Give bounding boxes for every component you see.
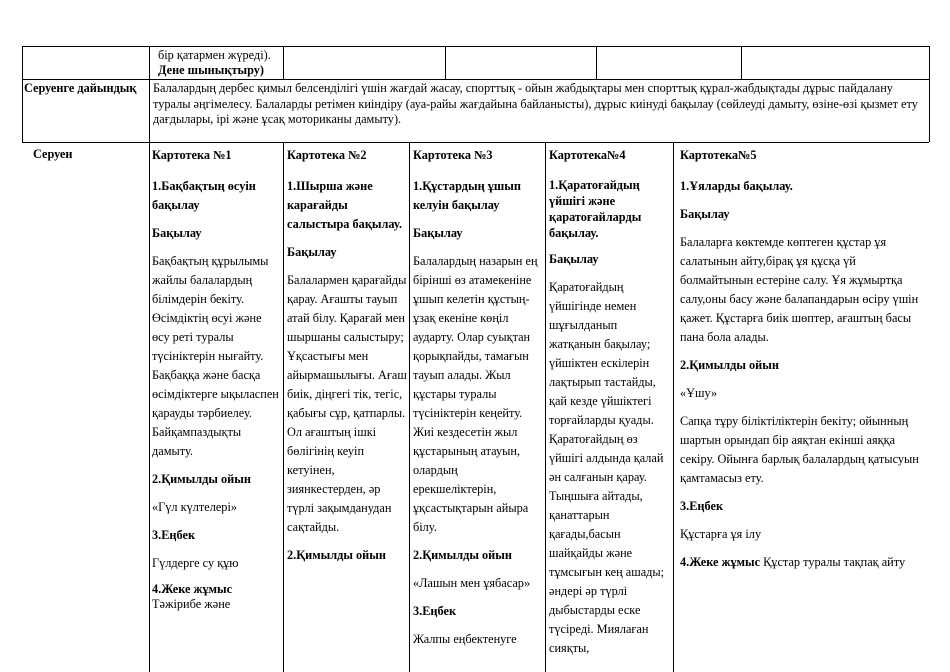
- table-rule-prep-top: [22, 79, 929, 80]
- card-3-obs-label: Бақылау: [413, 226, 463, 240]
- card-1-game-text: «Гүл күлтелері»: [152, 500, 238, 514]
- table-rule-walk-top: [22, 142, 929, 143]
- card-4-title: Картотека№4: [549, 148, 626, 162]
- card-1-obs-title: 1.Бақбақтың өсуін бақылау: [152, 179, 256, 212]
- card-1-work-text: Гүлдерге су құю: [152, 556, 239, 570]
- card-1-work-title: 3.Еңбек: [152, 528, 196, 542]
- card-1-obs-label: Бақылау: [152, 226, 202, 240]
- card-2-title: Картотека №2: [287, 148, 367, 162]
- card-5-ind: [680, 553, 927, 572]
- card-4: [549, 146, 672, 667]
- card-1-title: Картотека №1: [152, 148, 232, 162]
- card-5-game-text: «Ұшу»: [680, 386, 718, 400]
- prep-text: Балалардың дербес қимыл белсенділігі үшін жағдай жасау, спорттық - ойын жабдықтары мен спорттық құрал-жабдықтады дұрыс пайдалану туралы әңгімелесу. Балаларды ретімен киіндіру (ауа-райы жағдайына байланысты), дұрыс киінуді бақылау (сөйлеуді дамыту, өзіне-өзі қызмет ету дағдылары, ірі және ұсақ моториканы дамыту).: [153, 81, 918, 126]
- card-5: [680, 146, 927, 581]
- card-1: [152, 146, 281, 612]
- table-rule-walk-c2: [283, 142, 284, 672]
- card-5-game-title: 2.Қимылды ойын: [680, 358, 779, 372]
- card-1-ind-title: 4.Жеке жұмыс: [152, 582, 233, 596]
- table-rule-top-c2: [283, 46, 284, 79]
- card-1-obs-text: Бақбақтың құрылымы жайлы балалардың білімдерін бекіту. Өсімдіктің өсуі және өсу реті туралы түсініктерін нығайту. Бақбаққа және басқа өсімдіктерге ықыласпен қарауды тәрбиелеу. Байқампаздықты дамыту.: [152, 254, 279, 458]
- table-rule-left-upper: [22, 46, 23, 142]
- prep-label: Серуенге дайындық: [24, 81, 137, 95]
- card-3-obs-title: 1.Құстардың ұшып келуін бақылау: [413, 179, 521, 212]
- table-rule-top-c4: [596, 46, 597, 79]
- table-rule-label-col: [149, 46, 150, 672]
- table-rule-walk-c3: [409, 142, 410, 672]
- table-rule-walk-c5: [673, 142, 674, 672]
- card-3-obs-text: Балалардың назарын ең біріншi өз атамекеніне ұшып келетін құстың- ұзақ екеніне көңіл аударту. Олар суықтан қорықпайды, тамағын тауып алады. Жыл құстары туралы түсініктерін кеңейту. Жиі кездесетін жыл құстарының атауын, олардың ерекшеліктерін, ұқсастықтарын айыра білу.: [413, 254, 538, 534]
- card-1-game-title: 2.Қимылды ойын: [152, 472, 251, 486]
- card-5-work-title: 3.Еңбек: [680, 499, 724, 513]
- card-5-work-text: Құстарға ұя ілу: [680, 527, 762, 541]
- table-rule-top: [22, 46, 929, 47]
- card-5-obs-text: Балаларға көктемде көптеген құстар ұя салатынын айту,бірақ ұя құсқа үй болмайтынын естеріне салу. Ұя жұмыртқа салу,оны басу және балапандарын өсіру үшін қажет. Құстарға биік шөптер, ағаштың басы пана бола алады.: [680, 235, 919, 344]
- walk-label: Серуен: [33, 147, 73, 161]
- top-row-text: [158, 48, 282, 78]
- top-row-line-2: Дене шынықтыру): [158, 63, 265, 77]
- card-5-obs-label: Бақылау: [680, 207, 730, 221]
- card-3-game-text: «Лашын мен ұябасар»: [413, 576, 531, 590]
- card-2-obs-title: 1.Шырша және карағайды салыстыра бақылау.: [287, 179, 402, 231]
- table-rule-walk-c4: [545, 142, 546, 672]
- card-1-ind-text: Тәжірибе және: [152, 597, 231, 611]
- card-2-game-title: 2.Қимылды ойын: [287, 548, 386, 562]
- card-4-obs-title: 1.Қаратоғайдың үйшігі және қаратоғайларды бақылау.: [549, 178, 642, 240]
- card-3: [413, 146, 544, 658]
- table-rule-right-upper: [929, 46, 930, 142]
- top-row-line-1: бір қатармен жүреді).: [158, 48, 271, 62]
- card-5-ind-title: 4.Жеке жұмыс: [680, 555, 761, 569]
- card-5-obs-title: 1.Ұяларды бақылау.: [680, 179, 793, 193]
- table-rule-top-c5: [741, 46, 742, 79]
- card-3-work-title: 3.Еңбек: [413, 604, 457, 618]
- card-3-work-text: Жалпы еңбектенуге: [413, 632, 517, 646]
- table-rule-top-c3: [445, 46, 446, 79]
- card-5-ind-text: Құстар туралы тақпақ айту: [763, 555, 906, 569]
- card-5-title: Картотека№5: [680, 148, 757, 162]
- card-2-obs-label: Бақылау: [287, 245, 337, 259]
- card-5-game-desc: Сапқа тұру біліктіліктерін бекіту; ойынның шартын орындап бір аяқтан екінші аяққа секіру. Ойынға барлық балалардың қатысуын қамтамасыз ету.: [680, 414, 919, 485]
- card-2: [287, 146, 408, 574]
- card-3-title: Картотека №3: [413, 148, 493, 162]
- card-3-game-title: 2.Қимылды ойын: [413, 548, 512, 562]
- card-2-obs-text: Балалармен қарағайды қарау. Ағашты тауып атай білу. Қарағай мен шыршаны салыстыру; Ұқсастығы мен айырмашылығы. Ағаш биік, діңгегі тік, тегіс, қабығы сұр, қатпарлы. Ол ағаштың ішкі бөлігінің кеуіп кетуінен, зиянкестерден, әр түрлі зақымданудан сақтайды.: [287, 273, 407, 534]
- card-4-obs-label: Бақылау: [549, 252, 599, 266]
- card-4-obs-text: Қаратоғайдың үйшігінде немен шұғылданып жатқанын бақылау; үйшіктен ескілерін лақтырып тастайды, қай кезде үйшіктегі торғайларды қуады. Қаратоғайдың өз үйшігі алдында қалай ән салғанын қарау. Тыңшыға айтады, қанаттарын қағады,басын шайқайды және тұмсығын кең ашады; әндері әр түрлі дыбыстарды еске түсіреді. Миялаған сияқты,: [549, 280, 665, 655]
